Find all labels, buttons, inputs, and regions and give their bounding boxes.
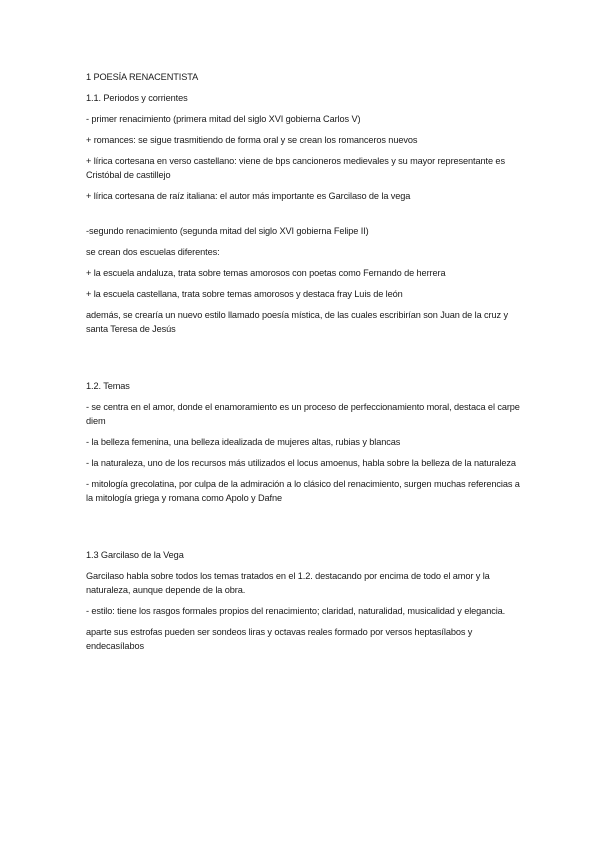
paragraph: se crean dos escuelas diferentes:: [86, 247, 220, 257]
paragraph: - mitología grecolatina, por culpa de la admiración a lo clásico del renacimiento, surgen muchas referencias a la mitología griega y romana como Apolo y Dafne: [86, 479, 520, 503]
spacer: [86, 343, 520, 379]
paragraph: - la naturaleza, uno de los recursos más utilizados el locus amoenus, habla sobre la belleza de la naturaleza: [86, 458, 516, 468]
spacer: [86, 512, 520, 548]
section-heading-temas: 1.2. Temas: [86, 381, 130, 391]
paragraph: Garcilaso habla sobre todos los temas tratados en el 1.2. destacando por encima de todo el amor y la naturaleza, aunque depende de la obra.: [86, 571, 490, 595]
paragraph: - se centra en el amor, donde el enamoramiento es un proceso de perfeccionamiento moral, destaca el carpe diem: [86, 402, 520, 426]
paragraph: además, se crearía un nuevo estilo llamado poesía mística, de las cuales escribirían son Juan de la cruz y santa Teresa de Jesús: [86, 310, 508, 334]
paragraph: + lírica cortesana en verso castellano: viene de bps cancioneros medievales y su mayor representante es Cristóbal de castillejo: [86, 156, 505, 180]
paragraph: - la belleza femenina, una belleza idealizada de mujeres altas, rubias y blancas: [86, 437, 401, 447]
paragraph: - primer renacimiento (primera mitad del siglo XVI gobierna Carlos V): [86, 114, 361, 124]
paragraph: + la escuela andaluza, trata sobre temas amorosos con poetas como Fernando de herrera: [86, 268, 446, 278]
document-title: 1 POESÍA RENACENTISTA: [86, 72, 199, 82]
paragraph: - estilo: tiene los rasgos formales propios del renacimiento; claridad, naturalidad, musicalidad y elegancia.: [86, 606, 506, 616]
paragraph: aparte sus estrofas pueden ser sondeos liras y octavas reales formado por versos heptasílabos y endecasílabos: [86, 627, 473, 651]
section-heading-periodos: 1.1. Periodos y corrientes: [86, 93, 188, 103]
paragraph: -segundo renacimiento (segunda mitad del siglo XVI gobierna Felipe II): [86, 226, 369, 236]
paragraph: + romances: se sigue trasmitiendo de forma oral y se crean los romanceros nuevos: [86, 135, 418, 145]
paragraph: + lírica cortesana de raíz italiana: el autor más importante es Garcilaso de la vega: [86, 191, 411, 201]
spacer: [86, 210, 520, 224]
document-body: [86, 70, 520, 660]
section-heading-garcilaso: 1.3 Garcilaso de la Vega: [86, 550, 184, 560]
paragraph: + la escuela castellana, trata sobre temas amorosos y destaca fray Luis de león: [86, 289, 403, 299]
